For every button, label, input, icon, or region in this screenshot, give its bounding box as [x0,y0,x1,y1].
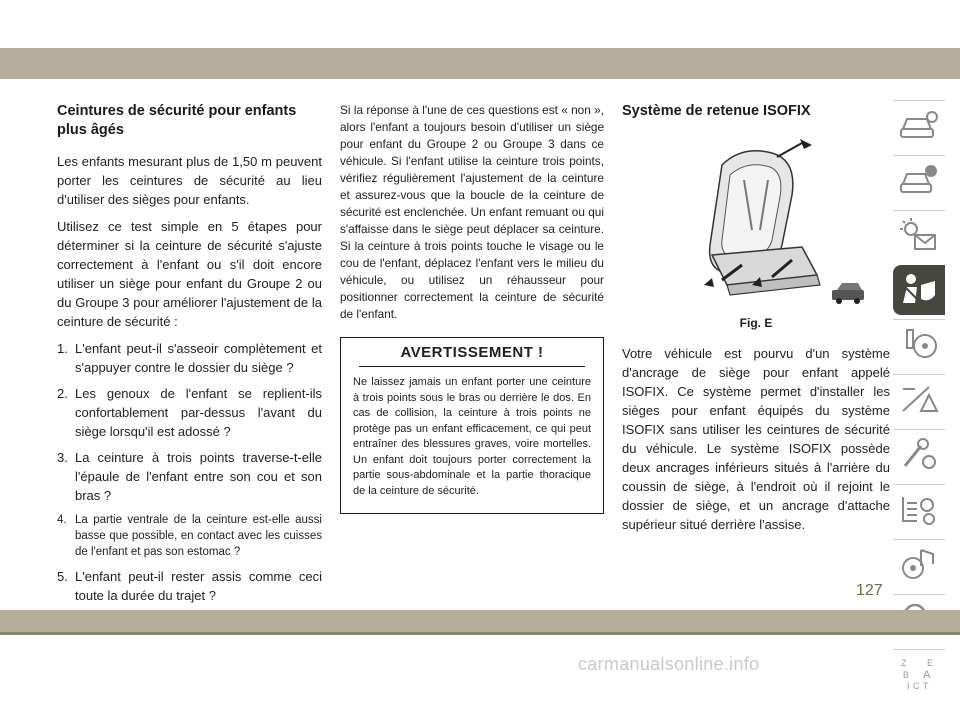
paragraph: Les enfants mesurant plus de 1,50 m peuvent porter les ceintures de sécurité au lieu d'utiliser des sièges pour enfants. [57,154,322,207]
svg-text:T: T [923,681,929,691]
car-key-icon [899,107,939,143]
paragraph: Si la réponse à l'une de ces questions est « non », alors l'enfant a toujours besoin d'utiliser un siège pour enfant du Groupe 2 ou Groupe 3 dans ce véhicule. Si l'enfant utilise la ceinture trois points, vérifiez régulièrement l'ajustement de la ceinture et assurez-vous que la boucle de la ceinture de sécurité est enclenchée. Un enfant remuant ou qui s'affaisse dans le siège peut déplacer sa ceinture. Si la ceinture à trois points touche le visage ou le cou de l'enfant, déplacez l'enfant vers le milieu du véhicule, ou utilisez un réhausseur pour positionner correctement la ceinture de sécurité de l'enfant. [340,103,604,321]
column-left [57,102,322,612]
tab-car-info[interactable] [893,155,945,206]
svg-text:C: C [913,681,920,691]
svg-text:A: A [923,669,931,681]
roadside-warning-icon [899,381,939,417]
svg-text:E: E [927,658,934,668]
watermark: carmanualsonline.info [578,654,760,674]
section-heading-seatbelts: Ceintures de sécurité pour enfants plus âgés [57,103,297,138]
child-seat-drawing [682,135,872,310]
warning-text: Ne laissez jamais un enfant porter une ceinture à trois points sous le bras ou derrière le dos. En cas de collision, la ceinture à trois points ne protège pas un enfant efficacement, ce qui peut entraîner des blessures graves, voire mortelles. Un enfant doit toujours porter correctement la partie sous-abdominale et la partie thoracique de la ceinture de sécurité. [353,376,591,497]
page-number: 127 [856,582,883,599]
steering-wheel-icon [899,326,939,362]
multimedia-icon [899,546,939,582]
tab-seat-safety[interactable] [893,265,945,315]
bottom-line [0,632,960,635]
warning-box [340,337,604,514]
column-middle [340,102,604,514]
bottom-band [0,610,960,632]
list-item: 5. L'enfant peut-il rester assis comme ceci toute la durée du trajet ? [57,569,322,603]
column-right [622,102,890,542]
tab-roadside[interactable] [893,374,945,425]
car-info-icon [899,162,939,198]
svg-text:I: I [907,681,910,691]
svg-text:Z: Z [901,658,907,668]
tab-index[interactable] [893,649,945,700]
list-item: 2. Les genoux de l'enfant se replient-ils confortablement par-dessus l'avant du siège lorsqu'il est adossé ? [57,386,322,439]
paragraph: Votre véhicule est pourvu d'un système d'ancrage de siège pour enfant appelé ISOFIX. Ce système permet d'installer les sièges pour enfant équipés du système ISOFIX sans utiliser les ceintures de sécurité du véhicule. Le système ISOFIX possède deux ancrages inférieurs situés à l'arrière du coussin de siège, à l'endroit où il rejoint le dossier de siège, et un ancrage d'attache supérieur situé derrière l'assise. [622,346,890,532]
list-item: 3. La ceinture à trois points traverse-t-elle l'épaule de l'enfant entre son cou et son bras ? [57,450,322,503]
section-heading-isofix: Système de retenue ISOFIX [622,103,811,119]
warning-lights-icon [899,217,939,253]
test-steps-list [57,339,322,605]
tab-warning-lights[interactable] [893,210,945,261]
paragraph: Utilisez ce test simple en 5 étapes pour déterminer si la ceinture de sécurité s'ajuste correctement à l'enfant ou s'il doit encore utiliser un siège pour enfant du Groupe 2 ou du Groupe 3 pour améliorer l'ajustement de la ceinture de sécurité : [57,219,322,329]
tab-multimedia[interactable] [893,539,945,590]
index-icon [899,656,939,692]
tools-icon [899,436,939,472]
figure-caption: Fig. E [739,316,773,330]
tab-car-key[interactable] [893,100,945,151]
tab-tools[interactable] [893,429,945,480]
seat-safety-icon [899,271,939,307]
list-item: 4. La partie ventrale de la ceinture est-elle aussi basse que possible, en contact avec les cuisses de l'enfant et pas son estomac ? [57,514,322,558]
svg-text:B: B [903,670,910,680]
warning-title: AVERTISSEMENT ! [359,338,585,367]
tab-steering[interactable] [893,319,945,370]
specifications-icon [899,491,939,527]
isofix-seat-illustration [682,135,872,310]
top-band [0,48,960,79]
list-item: 1. L'enfant peut-il s'asseoir complètement et s'appuyer contre le dossier du siège ? [57,341,322,375]
tab-specifications[interactable] [893,484,945,535]
